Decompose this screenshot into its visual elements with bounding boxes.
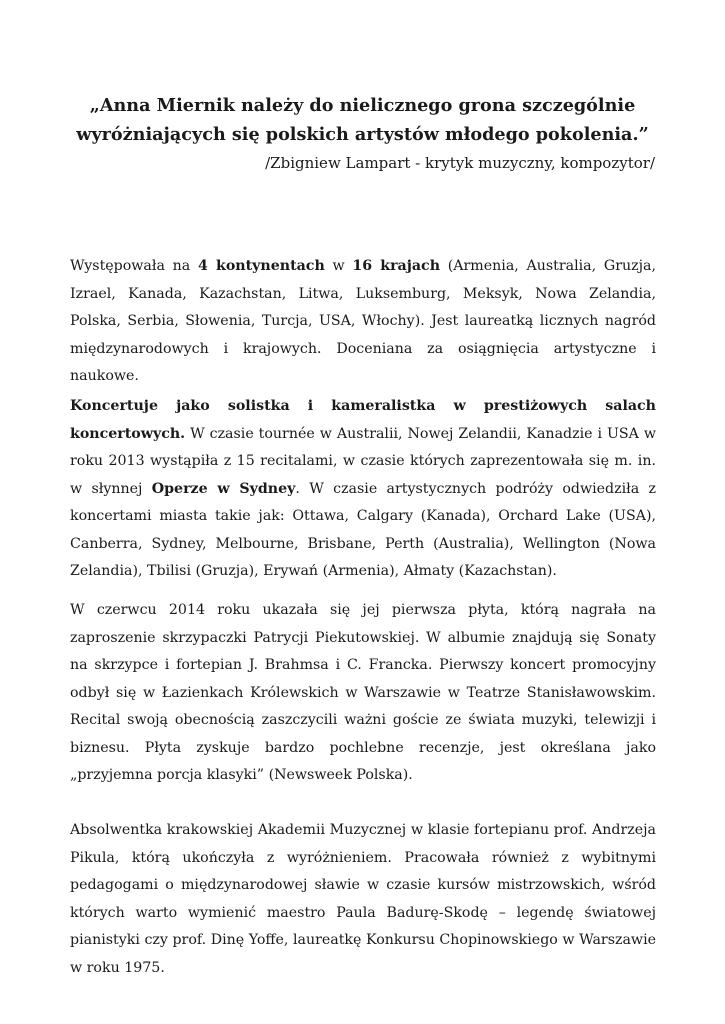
p2-text-2: . W czasie artystycznych podróży odwiedziła z koncertami miasta takie jak: Ottawa, Calgary (Kanada), Orchard Lake (USA), Canberra, Sydney, Melbourne, Brisbane, Perth (Australia), Wellington (Nowa Zelandia), Tbilisi (Gruzja), Erywań (Armenia), Ałmaty (Kazachstan). bbox=[70, 480, 656, 579]
p2-bold-opera: Operze w Sydney bbox=[151, 480, 296, 497]
p2-text-1: W czasie tournée w Australii, Nowej Zelandii, Kanadzie i USA w roku 2013 wystąpiła z 15 recitalami, w czasie których zaprezentowała się m. in. w słynnej bbox=[70, 425, 656, 497]
paragraph-education: Absolwentka krakowskiej Akademii Muzycznej w klasie fortepianu prof. Andrzeja Pikula, którą ukończyła z wyróżnieniem. Pracowała również z wybitnymi pedagogami o międzynarodowej sławie w czasie kursów mistrzowskich, wśród których warto wymienić maestro Paula Badurę-Skodę – legendę światowej pianistyki czy prof. Dinę Yoffe, laureatkę Konkursu Chopinowskiego w Warszawie w roku 1975. bbox=[70, 822, 656, 976]
p2-heading: Koncertuje jako solistka i kameralistka w prestiżowych salach koncertowych. bbox=[70, 398, 656, 442]
quote-author: /Zbigniew Lampart - krytyk muzyczny, kompozytor/ bbox=[265, 154, 655, 172]
paragraph-concerts bbox=[70, 393, 656, 586]
quote-text: „Anna Miernik należy do nielicznego grona szczególnie wyróżniających się polskich artystów młodego pokolenia.” bbox=[76, 95, 649, 145]
paragraph-continents bbox=[70, 253, 656, 391]
p1-text-2: w bbox=[324, 258, 353, 274]
p1-bold-continents: 4 kontynentach bbox=[197, 258, 325, 274]
p1-text-3: (Armenia, Australia, Gruzja, Izrael, Kanada, Kazachstan, Litwa, Luksemburg, Meksyk, Nowa Zelandia, Polska, Serbia, Słowenia, Turcja, USA, Włochy). Jest laureatką licznych nagród międzynarodowych i krajowych. Doceniana za osiągnięcia artystyczne i naukowe. bbox=[70, 258, 656, 384]
p1-bold-countries: 16 krajach bbox=[352, 258, 441, 274]
p1-text-1: Występowała na bbox=[70, 258, 198, 274]
paragraph-album: W czerwcu 2014 roku ukazała się jej pierwsza płyta, którą nagrała na zaproszenie skrzypaczki Patrycji Piekutowskiej. W albumie znajdują się Sonaty na skrzypce i fortepian J. Brahmsa i C. Francka. Pierwszy koncert promocyjny odbył się w Łazienkach Królewskich w Warszawie w Teatrze Stanisławowskim. Recital swoją obecnością zaszczycili ważni goście ze świata muzyki, telewizji i biznesu. Płyta zyskuje bardzo pochlebne recenzje, jest określana jako „przyjemna porcja klasyki” (Newsweek Polska). bbox=[70, 602, 656, 783]
